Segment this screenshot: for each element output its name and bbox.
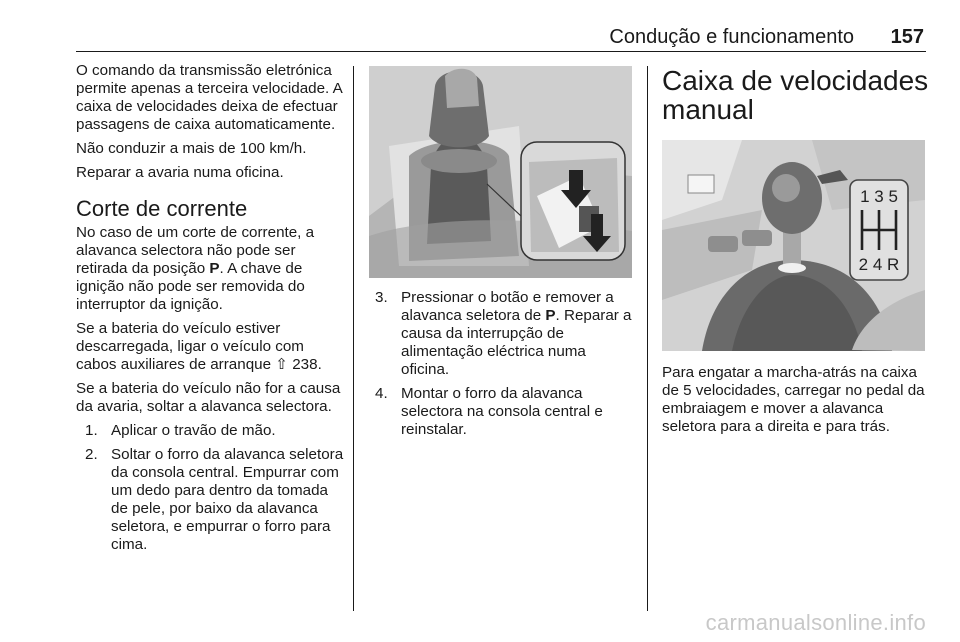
step-list [369, 289, 637, 439]
column-divider-2 [647, 66, 648, 611]
list-item: 3. Pressionar o botão e remover a alavanca seletora de P. Reparar a causa da interrupção de alimentação eléctrica numa oficina. [375, 289, 632, 378]
paragraph: O comando da transmissão eletrónica permite apenas a terceira velocidade. A caixa de velocidades deixa de efectuar passagens de caixa automaticamente. [76, 62, 342, 133]
column-3-body [662, 364, 930, 442]
paragraph: Se a bateria do veículo não for a causa da avaria, soltar a alavanca selectora. [76, 380, 341, 415]
inset-detail [521, 142, 625, 260]
paragraph: Se a bateria do veículo estiver descarregada, ligar o veículo com cabos auxiliares de arranque ⇧ 238. [76, 320, 322, 373]
selector-lever-illustration [369, 66, 632, 278]
page-number: 157 [890, 26, 924, 48]
gear-pattern-badge [850, 180, 908, 280]
column-3 [662, 62, 930, 124]
gear-pattern-bottom-label: 2 4 R [858, 255, 900, 274]
manual-gearbox-figure [662, 140, 925, 351]
gear-lever-illustration [662, 140, 925, 351]
header-rule [76, 51, 926, 52]
section-heading: Corte de corrente [76, 196, 248, 221]
list-item: 4. Montar o forro da alavanca selectora na consola central e reinstalar. [375, 385, 603, 438]
paragraph: Para engatar a marcha-atrás na caixa de 5 velocidades, carregar no pedal da embraiagem e mover a alavanca seletora para a direita e para trás. [662, 364, 925, 435]
page-reference[interactable]: 238 [292, 356, 318, 373]
gear-pattern-top-label: 1 3 5 [860, 187, 898, 206]
page-reference-arrow-icon: ⇧ [275, 356, 288, 373]
column-2 [369, 289, 637, 445]
column-1 [76, 62, 344, 560]
step-list [76, 422, 344, 554]
section-heading: Caixa de velocidades manual [662, 65, 929, 125]
watermark: carmanualsonline.info [705, 610, 926, 635]
paragraph: Reparar a avaria numa oficina. [76, 164, 284, 181]
paragraph: Não conduzir a mais de 100 km/h. [76, 140, 307, 157]
column-divider-1 [353, 66, 354, 611]
list-item: 1. Aplicar o travão de mão. [85, 422, 276, 439]
page-header-title: Condução e funcionamento [609, 26, 854, 48]
list-item: 2. Soltar o forro da alavanca seletora da consola central. Empurrar com um dedo para dentro da tomada de pele, por baixo da alavanca seletora, e empurrar o forro para cima. [85, 446, 344, 553]
selector-lever-figure [369, 66, 632, 278]
paragraph: No caso de um corte de corrente, a alavanca selectora não pode ser retirada da posição P. A chave de ignição não pode ser removida do interruptor da ignição. [76, 224, 315, 313]
